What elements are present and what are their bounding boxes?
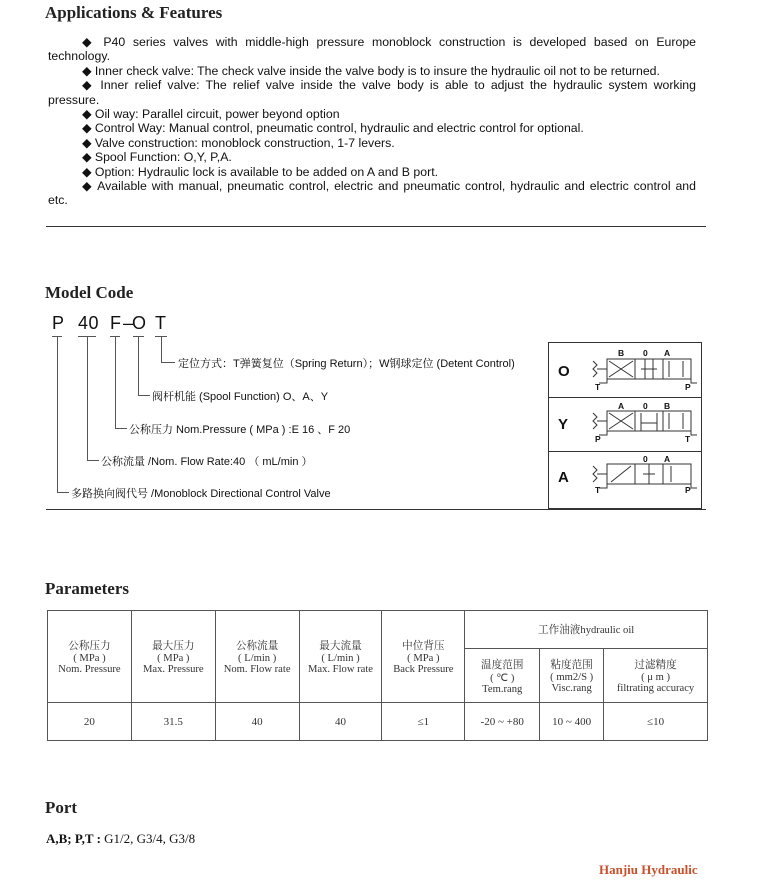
section-divider xyxy=(46,226,706,227)
port-label: B xyxy=(664,401,671,411)
param-header-cell: 最大流量 ( L/min ) Max. Flow rate xyxy=(299,611,382,703)
port-label: P xyxy=(595,434,601,444)
feature-item: ◆ Valve construction: monoblock construction, 1-7 levers. xyxy=(82,135,395,150)
port-label: T xyxy=(685,434,691,444)
feature-item: ◆ Control Way: Manual control, pneumatic control, hydraulic and electric control for optional. xyxy=(82,121,584,136)
model-code-heading: Model Code xyxy=(45,283,134,302)
port-label: A xyxy=(664,454,671,464)
code-label-flow-rate: 公称流量 /Nom. Flow Rate:40 （ mL/min ） xyxy=(101,456,313,468)
port-label: T xyxy=(595,485,601,495)
param-header-cell: 中位背压 ( MPa ) Back Pressure xyxy=(382,611,465,703)
spool-letter: Y xyxy=(558,416,569,433)
section-divider xyxy=(46,509,706,510)
valve-symbol-icon xyxy=(589,460,699,494)
param-header-cell: 公称压力 ( MPa ) Nom. Pressure xyxy=(48,611,132,703)
code-char-40: 40 xyxy=(78,313,100,333)
feature-item: ◆ P40 series valves with middle-high pressure monoblock construction is developed based on Europe technology. xyxy=(48,35,696,64)
code-char-f: F xyxy=(110,313,122,333)
param-value-cell: -20 ~ +80 xyxy=(465,703,540,741)
param-header-cell: 过滤精度 ( μ m ) filtrating accuracy xyxy=(604,649,708,703)
port-label: T xyxy=(595,382,601,392)
param-header-cell: 公称流量 ( L/min ) Nom. Flow rate xyxy=(215,611,299,703)
code-label-valve: 多路换向阀代号 /Monoblock Directional Control Valve xyxy=(71,488,331,500)
applications-heading: Applications & Features xyxy=(45,3,223,22)
param-header-cell: 粘度范围 ( mm2/S ) Visc.rang xyxy=(540,649,604,703)
code-char-dash: – xyxy=(123,313,134,333)
feature-item: ◆ Inner check valve: The check valve inside the valve body is to insure the hydraulic oil not to be returned. xyxy=(82,63,660,78)
code-label-spool-function: 阀杆机能 (Spool Function) O、A、Y xyxy=(152,391,329,403)
table-row xyxy=(48,703,708,741)
port-label: B xyxy=(618,348,625,358)
valve-symbol-icon xyxy=(589,355,699,389)
param-value-cell: ≤1 xyxy=(382,703,465,741)
feature-item: ◆ Inner relief valve: The relief valve inside the valve body is able to adjust the hydraulic system working pressure. xyxy=(48,78,696,107)
port-spec-label: A,B; P,T : xyxy=(46,831,101,846)
spool-letter: A xyxy=(558,469,569,486)
valve-symbol-icon xyxy=(589,407,699,441)
feature-item: ◆ Oil way: Parallel circuit, power beyond option xyxy=(82,107,340,122)
param-header-cell: 最大压力 ( MPa ) Max. Pressure xyxy=(131,611,215,703)
port-spec-value: G1/2, G3/4, G3/8 xyxy=(100,831,196,846)
port-label: A xyxy=(618,401,625,411)
param-value-cell: 31.5 xyxy=(131,703,215,741)
port-heading: Port xyxy=(45,798,78,817)
param-value-cell: 40 xyxy=(299,703,382,741)
param-value-cell: 20 xyxy=(48,703,132,741)
feature-item: ◆ Available with manual, pneumatic control, electric and pneumatic control, hydraulic and electric control and etc. xyxy=(48,179,696,208)
port-label: 0 xyxy=(643,454,648,464)
port-label: P xyxy=(685,382,691,392)
port-label: A xyxy=(664,348,671,358)
parameters-heading: Parameters xyxy=(45,579,130,598)
port-label: 0 xyxy=(643,348,648,358)
code-label-nom-pressure: 公称压力 Nom.Pressure ( MPa ) :E 16 、F 20 xyxy=(129,424,351,436)
oil-header-cell: 工作油液hydraulic oil xyxy=(465,611,708,649)
footer-brand: Hanjiu Hydraulic xyxy=(599,862,698,877)
port-spec xyxy=(46,831,195,847)
parameters-table xyxy=(47,610,708,741)
param-value-cell: 10 ~ 400 xyxy=(540,703,604,741)
port-label: 0 xyxy=(643,401,648,411)
port-label: P xyxy=(685,485,691,495)
features-list xyxy=(48,35,696,208)
code-char-p: P xyxy=(52,313,65,333)
code-char-t: T xyxy=(155,313,167,333)
code-label-positioning: 定位方式：T弹簧复位（Spring Return）；W钢球定位 (Detent Control) xyxy=(178,358,515,370)
spool-symbol-panel xyxy=(548,342,702,509)
code-char-o: O xyxy=(132,313,147,333)
spool-letter: O xyxy=(558,363,570,380)
param-header-cell: 温度范围 ( ℃ ) Tem.rang xyxy=(465,649,540,703)
param-value-cell: ≤10 xyxy=(604,703,708,741)
feature-item: ◆ Spool Function: O,Y, P,A. xyxy=(82,150,232,165)
param-value-cell: 40 xyxy=(215,703,299,741)
feature-item: ◆ Option: Hydraulic lock is available to be added on A and B port. xyxy=(82,164,439,179)
